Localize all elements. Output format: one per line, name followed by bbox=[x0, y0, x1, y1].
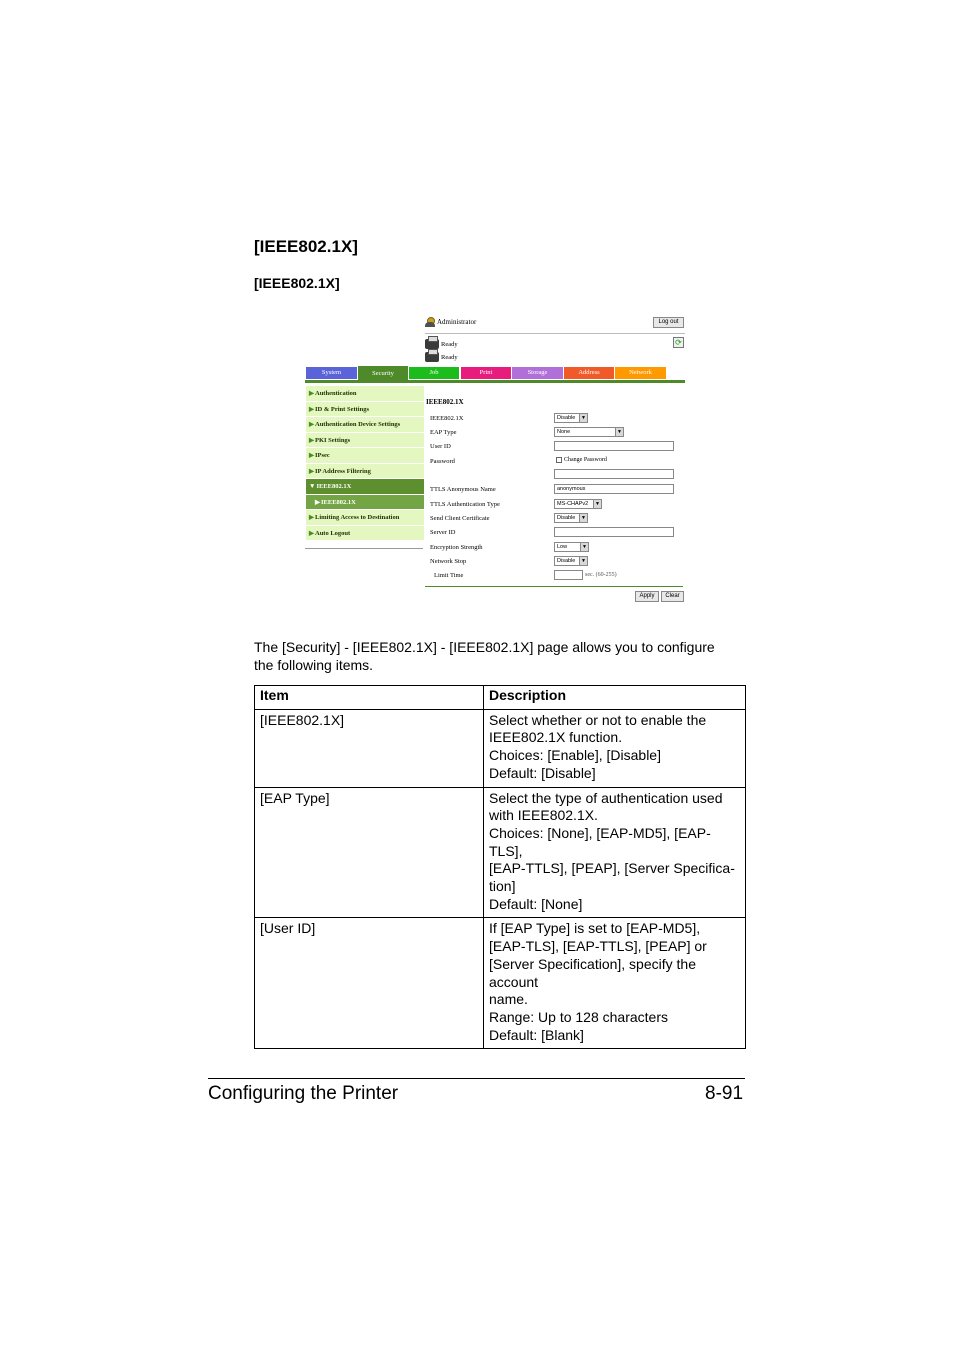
limit-time-label: Limit Time bbox=[434, 572, 464, 579]
form-title: IEEE802.1X bbox=[426, 398, 464, 406]
chevron-down-icon: ▼ bbox=[579, 557, 587, 565]
item-cell: [EAP Type] bbox=[255, 787, 484, 918]
tab-print[interactable]: Print bbox=[461, 367, 511, 379]
description-line: name. bbox=[489, 991, 528, 1008]
admin-indicator bbox=[425, 317, 476, 327]
page-number: 8-91 bbox=[705, 1083, 744, 1104]
header-divider bbox=[425, 333, 685, 334]
column-header-description: Description bbox=[484, 686, 746, 710]
server-id-input[interactable] bbox=[554, 527, 674, 537]
sidebar-item-authentication-device-settings[interactable]: ▶Authentication Device Settings bbox=[306, 417, 424, 433]
send-cert-select[interactable]: Disable ▼ bbox=[554, 513, 588, 523]
refresh-icon[interactable]: ⟳ bbox=[673, 337, 684, 348]
server-id-label: Server ID bbox=[430, 529, 456, 536]
encryption-label: Encryption Strength bbox=[430, 544, 483, 551]
description-line: Default: [Blank] bbox=[489, 1026, 584, 1043]
sidebar-item-authentication[interactable]: ▶Authentication bbox=[306, 386, 424, 402]
change-password-checkbox[interactable]: Change Password bbox=[556, 457, 607, 463]
chevron-down-icon: ▼ bbox=[579, 514, 587, 522]
description-line: Choices: [None], [EAP-MD5], [EAP-TLS], bbox=[489, 824, 711, 859]
user-id-input[interactable] bbox=[554, 441, 674, 451]
encryption-select[interactable]: Low ▼ bbox=[554, 542, 589, 552]
table-row bbox=[255, 918, 746, 1049]
limit-time-note: sec. (60-255) bbox=[585, 572, 617, 578]
chevron-down-icon: ▼ bbox=[579, 414, 587, 422]
sidebar-item-ip-address-filtering[interactable]: ▶IP Address Filtering bbox=[306, 464, 424, 480]
table-header-row bbox=[255, 686, 746, 710]
tab-security[interactable]: Security bbox=[358, 366, 408, 381]
tab-underline bbox=[305, 380, 685, 383]
table-row bbox=[255, 709, 746, 787]
tab-job[interactable]: Job bbox=[409, 367, 459, 379]
item-cell: [IEEE802.1X] bbox=[255, 709, 484, 787]
form-divider bbox=[425, 586, 683, 587]
description-line: Select whether or not to enable the bbox=[489, 711, 707, 728]
section-heading: [IEEE802.1X] bbox=[254, 237, 358, 256]
description-line: Select the type of authentication used bbox=[489, 789, 723, 806]
settings-table bbox=[254, 685, 746, 1049]
security-sidebar bbox=[306, 386, 424, 541]
printer-status-text: Ready bbox=[441, 340, 458, 348]
description-line: Default: [None] bbox=[489, 895, 583, 912]
ttls-anon-label: TTLS Anonymous Name bbox=[430, 486, 496, 493]
administrator-icon bbox=[425, 317, 435, 327]
description-line: with IEEE802.1X. bbox=[489, 807, 598, 824]
scanner-status-text: Ready bbox=[441, 353, 458, 361]
description-line: [Server Specification], specify the account bbox=[489, 955, 696, 990]
footer-rule bbox=[208, 1078, 745, 1079]
tab-address[interactable]: Address bbox=[564, 367, 614, 379]
admin-label: Administrator bbox=[437, 318, 477, 326]
printer-status bbox=[425, 339, 458, 349]
description-line: Range: Up to 128 characters bbox=[489, 1008, 668, 1025]
footer-chapter-title: Configuring the Printer bbox=[208, 1083, 399, 1104]
subsection-heading: [IEEE802.1X] bbox=[254, 275, 340, 291]
description-line: If [EAP Type] is set to [EAP-MD5], bbox=[489, 920, 701, 937]
description-cell bbox=[484, 787, 746, 918]
network-stop-select[interactable]: Disable ▼ bbox=[554, 556, 588, 566]
scanner-status bbox=[425, 352, 458, 362]
apply-button[interactable]: Apply bbox=[635, 591, 659, 602]
description-line: Choices: [Enable], [Disable] bbox=[489, 747, 661, 764]
logout-button[interactable]: Log out bbox=[653, 317, 684, 328]
description-line: [EAP-TTLS], [PEAP], [Server Specifica- bbox=[489, 860, 735, 877]
password-label: Password bbox=[430, 458, 455, 465]
sidebar-item-id-print-settings[interactable]: ▶ID & Print Settings bbox=[306, 402, 424, 418]
scanner-icon bbox=[425, 352, 439, 362]
ttls-auth-label: TTLS Authentication Type bbox=[430, 501, 500, 508]
ieee-label: IEEE802.1X bbox=[430, 415, 464, 422]
intro-line-1: The [Security] - [IEEE802.1X] - [IEEE802.1X] page allows you to configure bbox=[254, 639, 715, 655]
sidebar-item-limiting-access[interactable]: ▶Limiting Access to Destination bbox=[306, 510, 424, 526]
chevron-down-icon: ▼ bbox=[580, 543, 588, 551]
description-line: [EAP-TLS], [EAP-TTLS], [PEAP] or bbox=[489, 938, 707, 955]
clear-button[interactable]: Clear bbox=[661, 591, 684, 602]
web-ui-screenshot bbox=[305, 312, 685, 607]
item-cell: [User ID] bbox=[255, 918, 484, 1049]
user-id-label: User ID bbox=[430, 443, 451, 450]
network-stop-label: Network Stop bbox=[430, 558, 467, 565]
sidebar-subitem-ieee8021x[interactable]: ▶IEEE802.1X bbox=[306, 495, 424, 511]
ttls-anon-input[interactable]: anonymous bbox=[554, 484, 674, 494]
description-line: IEEE802.1X function. bbox=[489, 729, 623, 746]
eap-type-label: EAP Type bbox=[430, 429, 457, 436]
tab-storage[interactable]: Storage bbox=[512, 367, 563, 379]
printer-icon bbox=[425, 339, 439, 349]
intro-paragraph bbox=[254, 638, 754, 674]
description-line: tion] bbox=[489, 878, 516, 895]
send-cert-label: Send Client Certificate bbox=[430, 515, 490, 522]
ttls-auth-select[interactable]: MS-CHAPv2 ▼ bbox=[554, 499, 602, 509]
sidebar-item-ieee8021x[interactable]: ▼IEEE802.1X bbox=[306, 479, 424, 495]
table-row bbox=[255, 787, 746, 918]
sidebar-item-pki-settings[interactable]: ▶PKI Settings bbox=[306, 433, 424, 449]
chevron-down-icon: ▼ bbox=[593, 500, 601, 508]
tab-system[interactable]: System bbox=[306, 367, 357, 379]
sidebar-item-ipsec[interactable]: ▶IPsec bbox=[306, 448, 424, 464]
chevron-down-icon: ▼ bbox=[615, 428, 623, 436]
ieee-select[interactable]: Disable ▼ bbox=[554, 413, 588, 423]
tab-network[interactable]: Network bbox=[615, 367, 666, 379]
description-cell bbox=[484, 918, 746, 1049]
intro-line-2: the following items. bbox=[254, 657, 374, 673]
description-cell bbox=[484, 709, 746, 787]
column-header-item: Item bbox=[255, 686, 484, 710]
limit-time-input[interactable] bbox=[554, 570, 583, 580]
description-line: Default: [Disable] bbox=[489, 764, 596, 781]
checkbox-box[interactable] bbox=[556, 457, 562, 463]
eap-type-select[interactable]: None ▼ bbox=[554, 427, 624, 437]
sidebar-divider bbox=[305, 548, 423, 549]
password-input[interactable] bbox=[554, 469, 674, 479]
sidebar-item-auto-logout[interactable]: ▶Auto Logout bbox=[306, 526, 424, 542]
